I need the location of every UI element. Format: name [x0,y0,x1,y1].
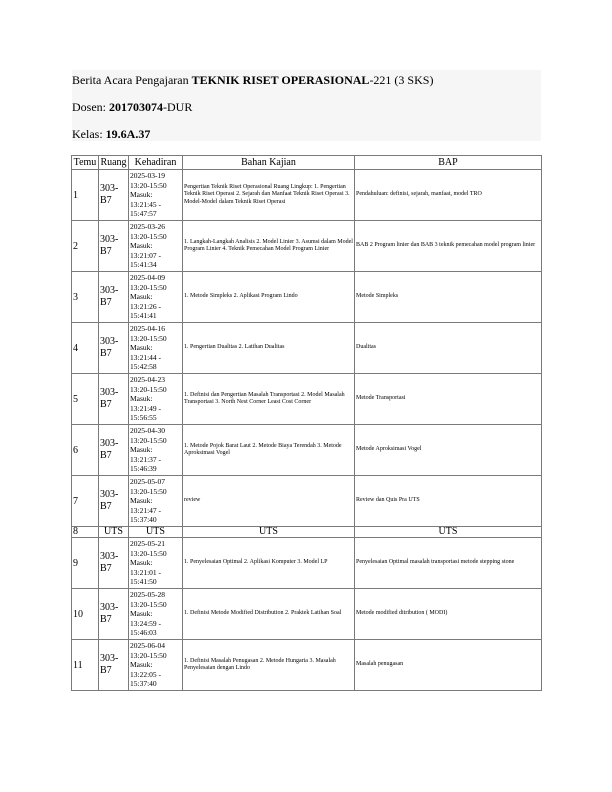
cell-kehadiran [129,538,183,589]
cell-bap: Penyelesaian Optimal masalah transportasi metode stepping stone [355,538,542,589]
attendance-masuk-label: Masuk: [130,496,153,506]
cell-kehadiran [129,374,183,425]
course-name: TEKNIK RISET OPERASIONAL [191,73,370,87]
attendance-checkout: 15:42:58 [130,362,157,372]
cell-bahan-kajian: UTS [183,527,355,538]
attendance-masuk-label: Masuk: [130,241,153,251]
cell-bahan-kajian: 1. Definisi dan Pengertian Masalah Transportasi 2. Model Masalah Transportasi 3. North Nest Corner Least Cost Corner [183,374,355,425]
cell-kehadiran [129,221,183,272]
column-header-bap: BAP [355,156,542,170]
cell-ruang: 303-B7 [99,272,129,323]
cell-kehadiran [129,272,183,323]
cell-ruang: 303-B7 [99,425,129,476]
cell-temu: 7 [72,476,99,527]
attendance-checkout: 15:47:57 [130,209,157,219]
cell-bap: Metode Simpleks [355,272,542,323]
cell-temu: 10 [72,589,99,640]
attendance-checkin: 13:21:49 - [130,403,162,413]
cell-bap: Review dan Quis Pra UTS [355,476,542,527]
attendance-masuk-label: Masuk: [130,445,153,455]
attendance-date: 2025-05-21 [130,539,165,549]
cell-temu: 6 [72,425,99,476]
cell-kehadiran [129,589,183,640]
attendance-schedule: 13:20-15:50 [130,384,167,394]
attendance-masuk-label: Masuk: [130,394,153,404]
table-row [72,374,542,425]
cell-bap: UTS [355,527,542,538]
table-row [72,640,542,691]
attendance-masuk-label: Masuk: [130,190,153,200]
table-row-uts [72,527,542,538]
table-row [72,272,542,323]
cell-kehadiran [129,476,183,527]
cell-bahan-kajian: Pengertian Teknik Riset Operasional Ruang Lingkup: 1. Pengertian Teknik Riset Operasi 2. Sejarah dan Manfaat Teknik Riset Operasi 3. Model-Model dalam Teknik Riset Operasi [183,170,355,221]
table-row [72,589,542,640]
teaching-record-table [71,155,542,691]
class-label: Kelas: [72,127,106,141]
lecturer-id: 201703074 [109,100,163,114]
cell-temu: 11 [72,640,99,691]
attendance-date: 2025-06-04 [130,641,165,651]
table-row [72,425,542,476]
attendance-masuk-label: Masuk: [130,343,153,353]
cell-ruang: UTS [99,527,129,538]
attendance-date: 2025-03-26 [130,222,165,232]
table-row [72,323,542,374]
cell-temu: 5 [72,374,99,425]
cell-bahan-kajian: 1. Definisi Metode Modified Distribution 2. Praktek Latihan Soal [183,589,355,640]
attendance-checkin: 13:22:05 - [130,669,162,679]
cell-bap: Pendahuluan: definisi, sejarah, manfaat, model TRO [355,170,542,221]
attendance-masuk-label: Masuk: [130,660,153,670]
cell-kehadiran [129,425,183,476]
attendance-checkout: 15:46:39 [130,464,157,474]
attendance-schedule: 13:20-15:50 [130,282,167,292]
column-header-ruang: Ruang [100,157,127,168]
cell-temu: 4 [72,323,99,374]
attendance-date: 2025-04-16 [130,324,165,334]
attendance-schedule: 13:20-15:50 [130,435,167,445]
cell-bap: Metode Transportasi [355,374,542,425]
cell-ruang: 303-B7 [99,374,129,425]
attendance-date: 2025-05-07 [130,477,165,487]
cell-ruang: 303-B7 [99,221,129,272]
cell-ruang: 303-B7 [99,323,129,374]
attendance-masuk-label: Masuk: [130,292,153,302]
cell-ruang: 303-B7 [99,476,129,527]
column-header-kehadiran: Kehadiran [129,156,183,170]
document-header [72,70,541,141]
title-prefix: Berita Acara Pengajaran [72,73,192,87]
attendance-schedule: 13:20-15:50 [130,231,167,241]
attendance-checkin: 13:21:45 - [130,199,162,209]
attendance-checkin: 13:21:01 - [130,567,162,577]
cell-bap: Metode Aproksimasi Vogel [355,425,542,476]
cell-temu: 3 [72,272,99,323]
attendance-checkin: 13:21:26 - [130,301,162,311]
attendance-schedule: 13:20-15:50 [130,650,167,660]
cell-bahan-kajian: 1. Metode Pojok Barat Laut 2. Metode Biaya Terendah 3. Metode Aproksimasi Vogel [183,425,355,476]
cell-bap: BAB 2 Program linier dan BAB 3 teknik pemecahan model program linier [355,221,542,272]
table-row [72,538,542,589]
cell-bap: Dualitas [355,323,542,374]
cell-bahan-kajian: 1. Penyelesaian Optimal 2. Aplikasi Komputer 3. Model LP [183,538,355,589]
attendance-checkout: 15:41:41 [130,311,157,321]
cell-bahan-kajian: 1. Pengertian Dualitas 2. Latihan Dualitas [183,323,355,374]
cell-temu: 9 [72,538,99,589]
cell-bahan-kajian: 1. Metode Simpleks 2. Aplikasi Program Lindo [183,272,355,323]
cell-bap: Masalah penugasan [355,640,542,691]
attendance-date: 2025-04-23 [130,375,165,385]
attendance-date: 2025-03-19 [130,171,165,181]
cell-ruang: 303-B7 [99,589,129,640]
attendance-checkin: 13:21:37 - [130,454,162,464]
lecturer-suffix: -DUR [163,100,193,114]
attendance-checkout: 15:37:40 [130,679,157,689]
cell-kehadiran: UTS [129,527,183,538]
attendance-checkout: 15:56:55 [130,413,157,423]
attendance-date: 2025-04-30 [130,426,165,436]
class-value: 19.6A.37 [105,127,151,141]
course-suffix: -221 (3 SKS) [369,73,434,87]
attendance-checkout: 15:46:03 [130,628,157,638]
attendance-schedule: 13:20-15:50 [130,599,167,609]
column-header-bahan-kajian: Bahan Kajian [183,156,355,170]
cell-bahan-kajian: review [183,476,355,527]
attendance-schedule: 13:20-15:50 [130,486,167,496]
class-line [72,127,150,141]
table-row [72,476,542,527]
attendance-schedule: 13:20-15:50 [130,548,167,558]
attendance-checkout: 15:41:34 [130,260,157,270]
cell-bahan-kajian: 1. Definisi Masalah Penugasan 2. Metode Hungaria 3. Masalah Penyelesaian dengan Lindo [183,640,355,691]
lecturer-line [72,100,192,114]
cell-ruang: 303-B7 [99,538,129,589]
cell-kehadiran [129,640,183,691]
table-row [72,221,542,272]
cell-kehadiran [129,323,183,374]
attendance-checkin: 13:21:44 - [130,352,162,362]
cell-bahan-kajian: 1. Langkah-Langkah Analisis 2. Model Linier 3. Asumsi dalam Model Program Linier 4. Teknik Pemecahan Model Program Linier [183,221,355,272]
cell-kehadiran [129,170,183,221]
attendance-schedule: 13:20-15:50 [130,333,167,343]
cell-temu: 2 [72,221,99,272]
attendance-masuk-label: Masuk: [130,609,153,619]
document-title [72,73,433,87]
attendance-masuk-label: Masuk: [130,558,153,568]
cell-temu: 8 [72,527,99,538]
lecturer-label: Dosen: [72,100,109,114]
column-header-temu: Temu [72,156,99,170]
cell-ruang: 303-B7 [99,170,129,221]
cell-bap: Metode modified ditribution ( MODI) [355,589,542,640]
cell-temu: 1 [72,170,99,221]
table-header-row [72,156,542,170]
attendance-checkin: 13:21:47 - [130,505,162,515]
attendance-date: 2025-05-28 [130,590,165,600]
attendance-checkout: 15:41:50 [130,577,157,587]
attendance-schedule: 13:20-15:50 [130,180,167,190]
cell-ruang: 303-B7 [99,640,129,691]
attendance-checkin: 13:21:07 - [130,250,162,260]
attendance-checkout: 15:37:40 [130,515,157,525]
attendance-date: 2025-04-09 [130,273,165,283]
attendance-checkin: 13:24:59 - [130,618,162,628]
table-row [72,170,542,221]
